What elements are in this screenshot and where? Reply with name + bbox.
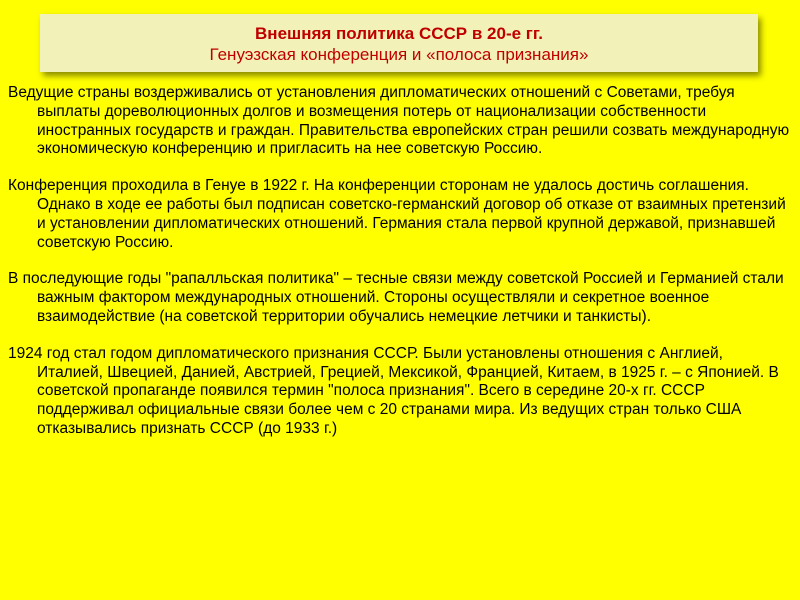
paragraph-genoa-conference: Конференция проходила в Генуе в 1922 г. На конференции сторонам не удалось достичь соглашения. Однако в ходе ее работы был подписан советско-германский договор об отказе от взаимных претензий и установлении дипломатических отношений. Германия стала первой крупной державой, признавшей советскую Россию.: [8, 177, 786, 251]
paragraph-rapallo-policy: В последующие годы "рапалльская политика" – тесные связи между советской Россией и Германией стали важным фактором международных отношений. Стороны осуществляли и секретное военное взаимодействие (на советской территории обучались немецкие летчики и танкисты).: [8, 270, 784, 325]
paragraph-recognition-strip: 1924 год стал годом дипломатического признания СССР. Были установлены отношения с Англией, Италией, Швецией, Данией, Австрией, Грецией, Мексикой, Францией, Китаем, в 1925 г. – с Японией. В советской пропаганде появился термин "полоса признания". Всего в середине 20-х гг. СССР поддерживал официальные связи более чем с 20 странами мира. Из ведущих стран только США отказывались признать СССР (до 1933 г.): [8, 344, 779, 437]
slide-content: [8, 84, 792, 457]
slide-title: Внешняя политика СССР в 20-е гг.: [255, 24, 543, 43]
title-box: [40, 14, 758, 72]
paragraph-genoa-background: Ведущие страны воздерживались от установления дипломатических отношений с Советами, требуя выплаты дореволюционных долгов и возмещения потерь от национализации собственности иностранных государств и граждан. Правительства европейских стран решили созвать международную экономическую конференцию и пригласить на нее советскую Россию.: [8, 84, 790, 158]
slide-subtitle: Генуэзская конференция и «полоса признания»: [209, 45, 589, 64]
